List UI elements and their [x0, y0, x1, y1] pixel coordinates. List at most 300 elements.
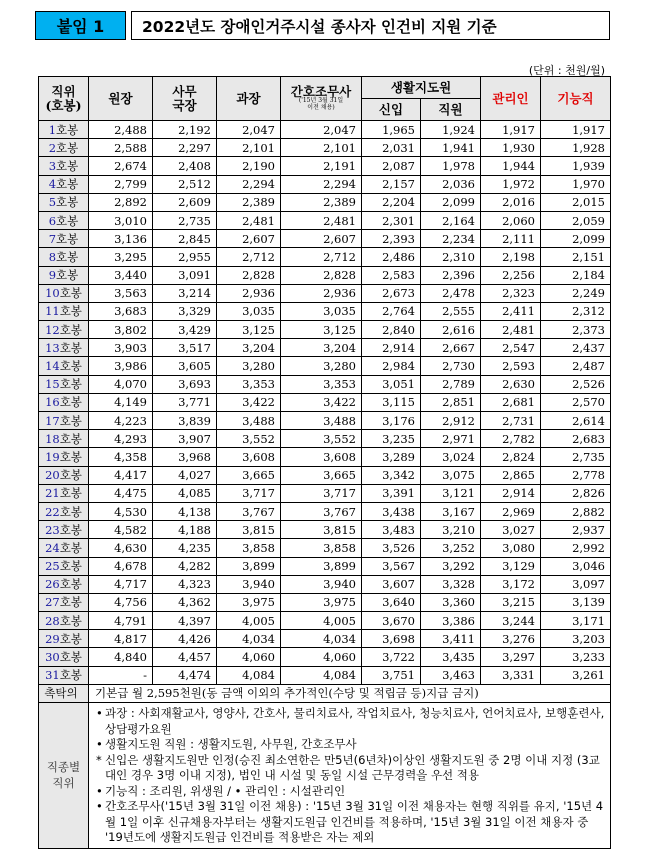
salary-cell: 3,899	[217, 557, 281, 575]
salary-cell: 3,815	[281, 521, 362, 539]
grade-cell: 29호봉	[39, 630, 89, 648]
salary-cell: 3,261	[541, 666, 611, 684]
salary-cell: 3,940	[281, 575, 362, 593]
salary-cell: 2,712	[281, 248, 362, 266]
salary-cell: 4,293	[89, 430, 153, 448]
salary-cell: 1,917	[481, 121, 541, 139]
col-technician-header: 기능직	[541, 77, 611, 121]
salary-cell: 3,751	[362, 666, 421, 684]
salary-cell: 2,789	[421, 375, 481, 393]
salary-cell: 2,101	[281, 139, 362, 157]
col-new-hire-header: 신입	[362, 99, 421, 121]
salary-cell: 2,607	[217, 230, 281, 248]
salary-cell: 2,683	[541, 430, 611, 448]
table-row	[39, 593, 611, 611]
grade-cell: 15호봉	[39, 375, 89, 393]
salary-cell: 2,588	[89, 139, 153, 157]
salary-cell: 2,396	[421, 266, 481, 284]
grade-cell: 21호봉	[39, 484, 89, 502]
salary-cell: 3,115	[362, 393, 421, 411]
col-director-header: 원장	[89, 77, 153, 121]
salary-cell: 2,478	[421, 284, 481, 302]
salary-cell: 2,681	[481, 393, 541, 411]
salary-cell: 3,435	[421, 648, 481, 666]
salary-cell: 2,256	[481, 266, 541, 284]
grade-cell: 27호봉	[39, 593, 89, 611]
salary-cell: 3,608	[281, 448, 362, 466]
salary-cell: 2,323	[481, 284, 541, 302]
salary-cell: 3,125	[217, 321, 281, 339]
salary-cell: 3,233	[541, 648, 611, 666]
salary-cell: 2,393	[362, 230, 421, 248]
salary-cell: 4,397	[153, 612, 217, 630]
duty-row	[39, 703, 611, 849]
salary-cell: -	[89, 666, 153, 684]
salary-cell: 3,203	[541, 630, 611, 648]
salary-cell: 4,060	[217, 648, 281, 666]
salary-cell: 3,722	[362, 648, 421, 666]
salary-cell: 2,198	[481, 248, 541, 266]
salary-cell: 3,295	[89, 248, 153, 266]
salary-cell: 2,294	[281, 175, 362, 193]
salary-cell: 3,125	[281, 321, 362, 339]
salary-cell: 3,342	[362, 466, 421, 484]
salary-cell: 3,276	[481, 630, 541, 648]
salary-cell: 3,940	[217, 575, 281, 593]
salary-cell: 3,204	[217, 339, 281, 357]
salary-cell: 4,756	[89, 593, 153, 611]
grade-cell: 28호봉	[39, 612, 89, 630]
salary-cell: 2,799	[89, 175, 153, 193]
salary-cell: 3,244	[481, 612, 541, 630]
salary-cell: 4,630	[89, 539, 153, 557]
salary-cell: 4,188	[153, 521, 217, 539]
salary-cell: 2,984	[362, 357, 421, 375]
salary-cell: 2,731	[481, 412, 541, 430]
salary-cell: 2,955	[153, 248, 217, 266]
salary-cell: 4,474	[153, 666, 217, 684]
col-manager-header: 관리인	[481, 77, 541, 121]
salary-cell: 3,331	[481, 666, 541, 684]
salary-cell: 3,640	[362, 593, 421, 611]
salary-cell: 2,892	[89, 193, 153, 211]
salary-cell: 2,312	[541, 302, 611, 320]
table-row	[39, 339, 611, 357]
table-row	[39, 248, 611, 266]
salary-cell: 2,865	[481, 466, 541, 484]
salary-cell: 4,358	[89, 448, 153, 466]
contract-doctor-text: 기본급 월 2,595천원(동 금액 이외의 추가적인(수당 및 적립금 등)지급 금지)	[89, 684, 611, 702]
table-row	[39, 466, 611, 484]
salary-cell: 2,845	[153, 230, 217, 248]
salary-cell: 1,944	[481, 157, 541, 175]
grade-cell: 8호봉	[39, 248, 89, 266]
salary-cell: 2,828	[217, 266, 281, 284]
salary-cell: 3,172	[481, 575, 541, 593]
table-row	[39, 175, 611, 193]
salary-cell: 3,035	[281, 302, 362, 320]
salary-cell: 4,362	[153, 593, 217, 611]
salary-cell: 2,151	[541, 248, 611, 266]
salary-cell: 1,917	[541, 121, 611, 139]
salary-cell: 2,782	[481, 430, 541, 448]
salary-cell: 4,840	[89, 648, 153, 666]
salary-cell: 2,764	[362, 302, 421, 320]
salary-cell: 3,027	[481, 521, 541, 539]
salary-cell: 4,138	[153, 502, 217, 520]
salary-cell: 4,085	[153, 484, 217, 502]
duty-list	[89, 703, 611, 849]
salary-cell: 3,552	[281, 430, 362, 448]
salary-cell: 2,674	[89, 157, 153, 175]
table-row	[39, 193, 611, 211]
salary-cell: 4,005	[217, 612, 281, 630]
grade-cell: 31호봉	[39, 666, 89, 684]
salary-cell: 3,080	[481, 539, 541, 557]
salary-cell: 3,563	[89, 284, 153, 302]
salary-cell: 1,978	[421, 157, 481, 175]
table-row	[39, 430, 611, 448]
salary-cell: 2,389	[281, 193, 362, 211]
salary-cell: 3,767	[281, 502, 362, 520]
table-row	[39, 557, 611, 575]
salary-cell: 3,171	[541, 612, 611, 630]
salary-cell: 3,986	[89, 357, 153, 375]
salary-cell: 2,184	[541, 266, 611, 284]
salary-cell: 2,297	[153, 139, 217, 157]
duty-label: 직종별 직위	[39, 703, 89, 849]
salary-cell: 3,024	[421, 448, 481, 466]
salary-cell: 2,826	[541, 484, 611, 502]
salary-cell: 2,583	[362, 266, 421, 284]
salary-cell: 4,070	[89, 375, 153, 393]
salary-cell: 2,712	[217, 248, 281, 266]
salary-cell: 2,673	[362, 284, 421, 302]
salary-cell: 1,972	[481, 175, 541, 193]
salary-cell: 3,136	[89, 230, 153, 248]
salary-cell: 3,899	[281, 557, 362, 575]
salary-cell: 3,215	[481, 593, 541, 611]
salary-cell: 3,129	[481, 557, 541, 575]
table-row	[39, 521, 611, 539]
table-row	[39, 412, 611, 430]
salary-cell: 2,992	[541, 539, 611, 557]
salary-cell: 4,323	[153, 575, 217, 593]
salary-cell: 3,907	[153, 430, 217, 448]
salary-cell: 2,481	[217, 211, 281, 229]
grade-cell: 22호봉	[39, 502, 89, 520]
salary-cell: 4,530	[89, 502, 153, 520]
salary-cell: 2,408	[153, 157, 217, 175]
salary-cell: 3,903	[89, 339, 153, 357]
salary-cell: 3,353	[217, 375, 281, 393]
salary-cell: 2,389	[217, 193, 281, 211]
salary-cell: 3,121	[421, 484, 481, 502]
table-row	[39, 393, 611, 411]
grade-cell: 1호봉	[39, 121, 89, 139]
table-row	[39, 539, 611, 557]
salary-cell: 3,463	[421, 666, 481, 684]
salary-cell: 4,817	[89, 630, 153, 648]
table-row	[39, 211, 611, 229]
salary-cell: 3,488	[217, 412, 281, 430]
grade-cell: 26호봉	[39, 575, 89, 593]
contract-doctor-row	[39, 684, 611, 702]
salary-cell: 2,593	[481, 357, 541, 375]
unit-label: (단위 : 천원/월)	[528, 64, 605, 77]
salary-cell: 4,084	[217, 666, 281, 684]
col-nurse-aide-header: 간호조무사 ('15년 3월 31일 이전 채용)	[281, 77, 362, 121]
salary-cell: 2,059	[541, 211, 611, 229]
salary-cell: 2,099	[541, 230, 611, 248]
salary-cell: 3,975	[217, 593, 281, 611]
salary-cell: 3,214	[153, 284, 217, 302]
table-row	[39, 284, 611, 302]
salary-cell: 2,190	[217, 157, 281, 175]
salary-cell: 3,292	[421, 557, 481, 575]
table-row	[39, 612, 611, 630]
salary-cell: 3,815	[217, 521, 281, 539]
salary-cell: 2,914	[362, 339, 421, 357]
salary-cell: 2,060	[481, 211, 541, 229]
salary-cell: 2,437	[541, 339, 611, 357]
salary-cell: 3,767	[217, 502, 281, 520]
salary-cell: 4,717	[89, 575, 153, 593]
table-row	[39, 230, 611, 248]
table-row	[39, 266, 611, 284]
grade-cell: 3호봉	[39, 157, 89, 175]
grade-cell: 11호봉	[39, 302, 89, 320]
grade-cell: 9호봉	[39, 266, 89, 284]
salary-cell: 2,667	[421, 339, 481, 357]
salary-cell: 3,329	[153, 302, 217, 320]
salary-cell: 2,914	[481, 484, 541, 502]
salary-cell: 2,234	[421, 230, 481, 248]
salary-cell: 2,301	[362, 211, 421, 229]
salary-cell: 4,034	[281, 630, 362, 648]
salary-cell: 2,735	[541, 448, 611, 466]
salary-cell: 2,015	[541, 193, 611, 211]
salary-cell: 2,936	[217, 284, 281, 302]
salary-cell: 2,310	[421, 248, 481, 266]
salary-cell: 2,616	[421, 321, 481, 339]
salary-cell: 2,204	[362, 193, 421, 211]
salary-cell: 2,971	[421, 430, 481, 448]
salary-cell: 2,164	[421, 211, 481, 229]
salary-cell: 4,417	[89, 466, 153, 484]
col-grade-header: 직위 (호봉)	[39, 77, 89, 121]
grade-cell: 6호봉	[39, 211, 89, 229]
salary-cell: 4,475	[89, 484, 153, 502]
salary-cell: 2,087	[362, 157, 421, 175]
salary-cell: 3,670	[362, 612, 421, 630]
grade-cell: 2호봉	[39, 139, 89, 157]
table-row	[39, 484, 611, 502]
salary-cell: 2,828	[281, 266, 362, 284]
salary-cell: 3,858	[217, 539, 281, 557]
salary-cell: 3,698	[362, 630, 421, 648]
salary-cell: 3,802	[89, 321, 153, 339]
salary-cell: 3,411	[421, 630, 481, 648]
table-row	[39, 302, 611, 320]
salary-cell: 2,047	[281, 121, 362, 139]
salary-cell: 2,614	[541, 412, 611, 430]
salary-cell: 4,149	[89, 393, 153, 411]
salary-cell: 3,035	[217, 302, 281, 320]
attachment-tag: 붙임 1	[35, 11, 126, 40]
salary-cell: 3,717	[217, 484, 281, 502]
salary-cell: 2,969	[481, 502, 541, 520]
salary-cell: 4,034	[217, 630, 281, 648]
contract-doctor-label: 촉탁의	[39, 684, 89, 702]
salary-cell: 3,091	[153, 266, 217, 284]
table-row	[39, 630, 611, 648]
salary-cell: 3,771	[153, 393, 217, 411]
grade-cell: 7호봉	[39, 230, 89, 248]
salary-cell: 3,429	[153, 321, 217, 339]
col-office-chief-header: 사무 국장	[153, 77, 217, 121]
salary-cell: 2,481	[481, 321, 541, 339]
salary-cell: 4,457	[153, 648, 217, 666]
salary-cell: 2,912	[421, 412, 481, 430]
salary-cell: 3,075	[421, 466, 481, 484]
salary-cell: 3,051	[362, 375, 421, 393]
duty-item: • 간호조무사('15년 3월 31일 이전 채용) : '15년 3월 31일 이전 채용자는 현행 직위를 유지, '15년 4월 1일 이후 신규채용자부터는 생활지도원급 인건비를 적용하며, '15년 3월 31일 이전 채용자 중 '19년도에 생활지도원급 인건비를 적용받은 자는 제외	[95, 799, 606, 846]
col-life-guide-header: 생활지도원	[362, 77, 481, 99]
salary-cell: 1,965	[362, 121, 421, 139]
salary-cell: 2,249	[541, 284, 611, 302]
table-row	[39, 502, 611, 520]
salary-cell: 2,937	[541, 521, 611, 539]
salary-table	[38, 76, 611, 849]
salary-cell: 2,373	[541, 321, 611, 339]
salary-cell: 2,547	[481, 339, 541, 357]
salary-cell: 2,036	[421, 175, 481, 193]
document-title: 2022년도 장애인거주시설 종사자 인건비 지원 기준	[131, 11, 610, 40]
table-row	[39, 375, 611, 393]
salary-cell: 3,422	[281, 393, 362, 411]
duty-item: • 기능직 : 조리원, 위생원 / • 관리인 : 시설관리인	[95, 784, 606, 800]
grade-cell: 24호봉	[39, 539, 89, 557]
salary-cell: 2,555	[421, 302, 481, 320]
salary-cell: 2,411	[481, 302, 541, 320]
salary-cell: 3,235	[362, 430, 421, 448]
salary-cell: 3,605	[153, 357, 217, 375]
salary-cell: 2,824	[481, 448, 541, 466]
salary-cell: 3,204	[281, 339, 362, 357]
grade-cell: 19호봉	[39, 448, 89, 466]
salary-cell: 2,481	[281, 211, 362, 229]
grade-cell: 5호봉	[39, 193, 89, 211]
grade-cell: 18호봉	[39, 430, 89, 448]
salary-cell: 1,970	[541, 175, 611, 193]
salary-cell: 3,608	[217, 448, 281, 466]
salary-cell: 2,111	[481, 230, 541, 248]
salary-cell: 3,010	[89, 211, 153, 229]
salary-cell: 3,386	[421, 612, 481, 630]
col-section-chief-header: 과장	[217, 77, 281, 121]
salary-cell: 3,252	[421, 539, 481, 557]
salary-cell: 2,851	[421, 393, 481, 411]
table-row	[39, 139, 611, 157]
salary-cell: 4,678	[89, 557, 153, 575]
salary-cell: 3,360	[421, 593, 481, 611]
salary-cell: 2,526	[541, 375, 611, 393]
salary-cell: 2,630	[481, 375, 541, 393]
salary-cell: 3,391	[362, 484, 421, 502]
duty-item: • 과장 : 사회재활교사, 영양사, 간호사, 물리치료사, 작업치료사, 청능치료사, 언어치료사, 보행훈련사, 상담평가요원	[95, 706, 606, 737]
table-row	[39, 648, 611, 666]
salary-cell: 3,517	[153, 339, 217, 357]
salary-cell: 2,570	[541, 393, 611, 411]
salary-cell: 4,235	[153, 539, 217, 557]
salary-cell: 3,176	[362, 412, 421, 430]
salary-cell: 3,975	[281, 593, 362, 611]
grade-cell: 17호봉	[39, 412, 89, 430]
salary-cell: 4,027	[153, 466, 217, 484]
salary-cell: 4,791	[89, 612, 153, 630]
salary-cell: 3,717	[281, 484, 362, 502]
salary-cell: 2,840	[362, 321, 421, 339]
grade-cell: 4호봉	[39, 175, 89, 193]
grade-cell: 25호봉	[39, 557, 89, 575]
table-row	[39, 448, 611, 466]
salary-cell: 2,157	[362, 175, 421, 193]
salary-cell: 2,099	[421, 193, 481, 211]
salary-cell: 3,483	[362, 521, 421, 539]
salary-cell: 2,778	[541, 466, 611, 484]
salary-cell: 2,294	[217, 175, 281, 193]
salary-cell: 3,488	[281, 412, 362, 430]
salary-cell: 2,488	[89, 121, 153, 139]
salary-cell: 2,047	[217, 121, 281, 139]
salary-cell: 3,353	[281, 375, 362, 393]
salary-cell: 3,167	[421, 502, 481, 520]
salary-cell: 2,512	[153, 175, 217, 193]
salary-cell: 3,665	[217, 466, 281, 484]
salary-cell: 1,924	[421, 121, 481, 139]
salary-cell: 3,552	[217, 430, 281, 448]
table-row	[39, 321, 611, 339]
salary-cell: 3,683	[89, 302, 153, 320]
salary-cell: 2,609	[153, 193, 217, 211]
salary-cell: 3,280	[217, 357, 281, 375]
salary-cell: 2,936	[281, 284, 362, 302]
salary-cell: 3,839	[153, 412, 217, 430]
salary-cell: 3,139	[541, 593, 611, 611]
grade-cell: 23호봉	[39, 521, 89, 539]
grade-cell: 14호봉	[39, 357, 89, 375]
salary-cell: 2,487	[541, 357, 611, 375]
salary-cell: 3,607	[362, 575, 421, 593]
salary-cell: 1,939	[541, 157, 611, 175]
salary-cell: 3,046	[541, 557, 611, 575]
salary-cell: 3,289	[362, 448, 421, 466]
salary-cell: 4,282	[153, 557, 217, 575]
salary-cell: 2,031	[362, 139, 421, 157]
salary-cell: 2,486	[362, 248, 421, 266]
salary-cell: 3,693	[153, 375, 217, 393]
table-row	[39, 357, 611, 375]
grade-cell: 10호봉	[39, 284, 89, 302]
salary-cell: 4,223	[89, 412, 153, 430]
table-row	[39, 575, 611, 593]
grade-cell: 13호봉	[39, 339, 89, 357]
salary-cell: 3,280	[281, 357, 362, 375]
salary-cell: 4,084	[281, 666, 362, 684]
salary-cell: 2,016	[481, 193, 541, 211]
salary-cell: 3,968	[153, 448, 217, 466]
